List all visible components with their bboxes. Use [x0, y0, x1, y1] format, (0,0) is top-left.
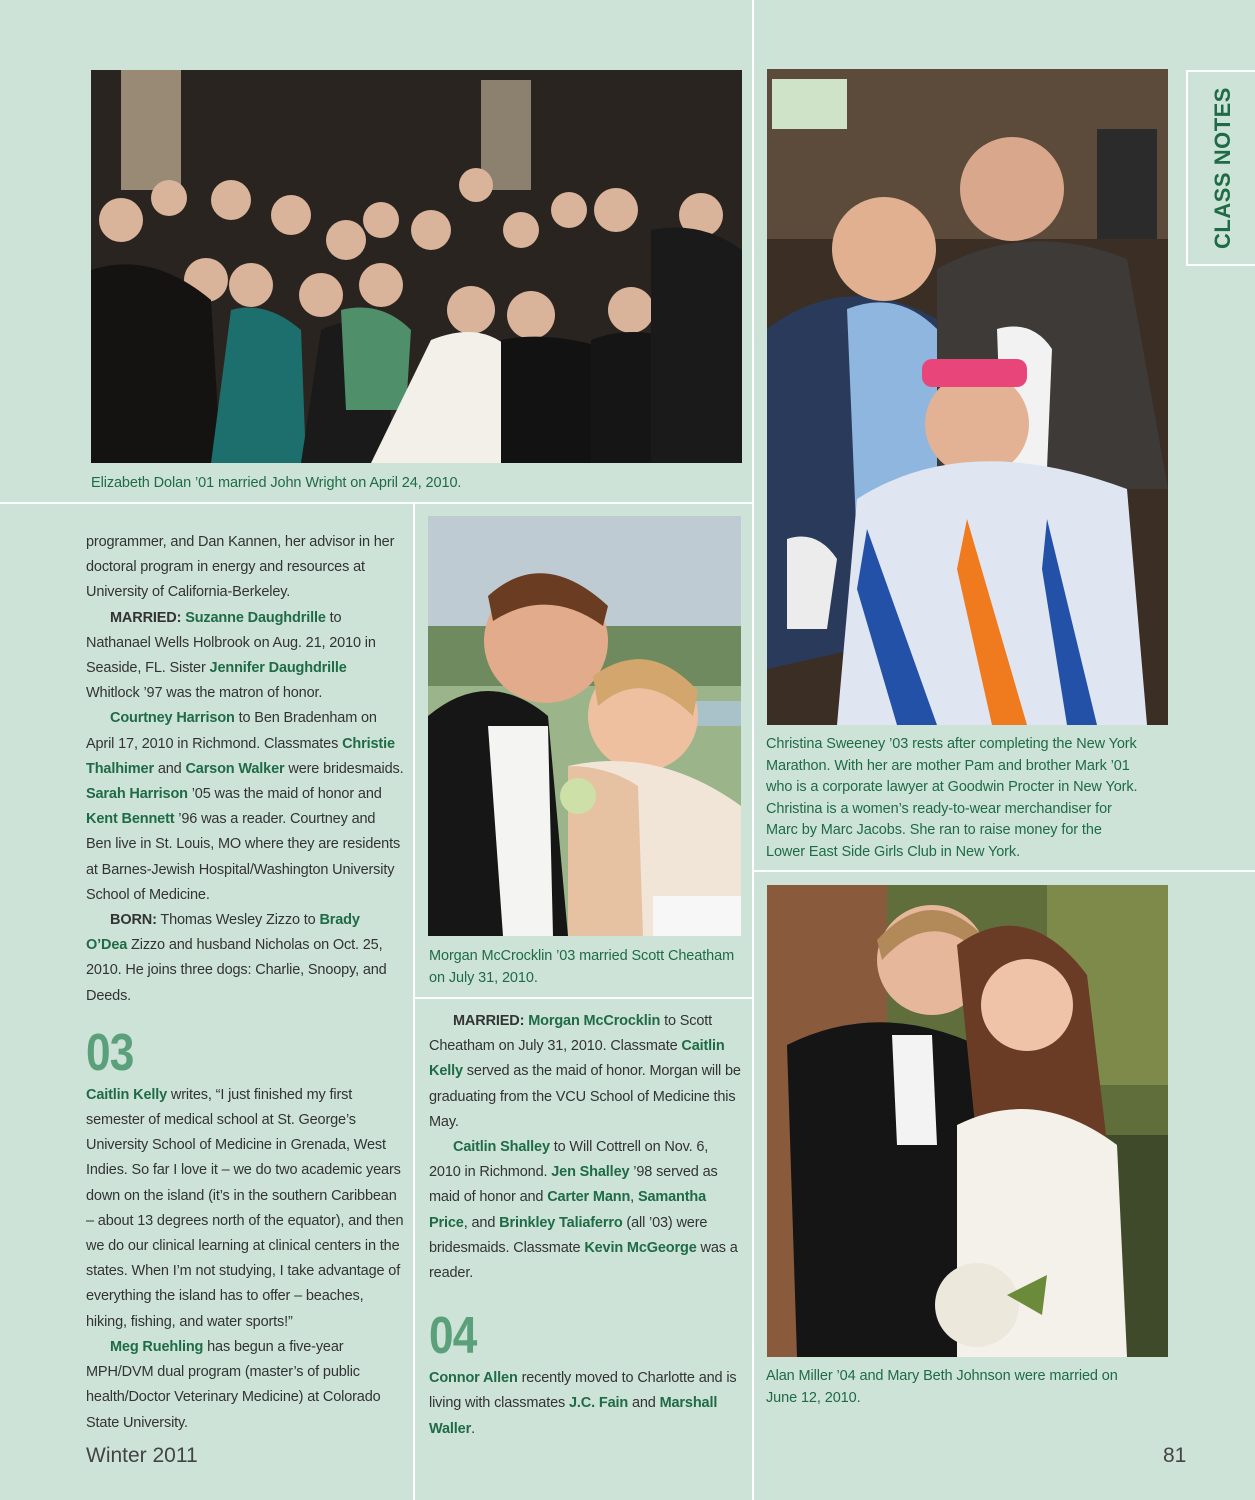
- classmate-name: Brady O’Dea: [86, 912, 360, 954]
- classmate-name: Courtney Harrison: [110, 710, 235, 727]
- miller-couple-photo: [767, 885, 1168, 1357]
- paragraph-allen: Connor Allen recently moved to Charlotte and is living with classmates J.C. Fain and Marshall Waller.: [429, 1370, 737, 1437]
- paragraph-ruehling: Meg Ruehling has begun a five-year MPH/DVM dual program (master’s of public health/Doctor Veterinary Medicine) at Colorado State University.: [86, 1338, 381, 1431]
- mccrocklin-couple-photo: [428, 516, 741, 936]
- classmate-name: Morgan McCrocklin: [528, 1013, 661, 1029]
- class-year-heading: 03: [86, 1023, 134, 1082]
- marathon-caption: Christina Sweeney ’03 rests after completing the New York Marathon. With her are mother Pam and brother Mark ’01 who is a corporate lawyer at Goodwin Procter in New York. Christina is a women’s ready-to-wear merchandiser for Marc by Marc Jacobs. She ran to raise money for the Lower East Side Girls Club in New York.: [766, 736, 1138, 860]
- paragraph-born-zizzo: BORN: Thomas Wesley Zizzo to Brady O’Dea Zizzo and husband Nicholas on Oct. 25, 2010. He joins three dogs: Charlie, Snoopy, and Deeds.: [86, 912, 387, 1004]
- classmate-name: Jennifer Daughdrille: [209, 660, 347, 677]
- classmate-name: Jen Shalley: [551, 1164, 630, 1181]
- paragraph-kelly: Caitlin Kelly writes, “I just finished my first semester of medical school at St. George’s University School of Medicine in Grenada, West Indies. So far I love it – we do two academic years down on the island (it’s in the southern Caribbean – about 13 degrees north of the equator), and then we do our clinical learning at clinical centers in the states. When I’m not studying, I take advantage of everything the island has to offer – beaches, hiking, fishing, and water sports!”: [86, 1086, 404, 1330]
- class-year-heading: 04: [429, 1307, 477, 1366]
- paragraph-married-mccrocklin: MARRIED: Morgan McCrocklin to Scott Cheatham on July 31, 2010. Classmate Caitlin Kelly served as the maid of honor. Morgan will be graduating from the VCU School of Medicine this May.: [429, 1013, 741, 1130]
- wedding-group-caption: Elizabeth Dolan ’01 married John Wright on April 24, 2010.: [91, 475, 462, 491]
- classmate-name: Carson Walker: [185, 760, 285, 777]
- paragraph-shalley: Caitlin Shalley to Will Cottrell on Nov. 6, 2010 in Richmond. Jen Shalley ’98 served as maid of honor and Carter Mann, Samantha Price, and Brinkley Taliaferro (all ’03) were bridesmaids. Classmate Kevin McGeorge was a reader.: [429, 1139, 738, 1282]
- classmate-name: Christie Thalhimer: [86, 735, 395, 777]
- classmate-name: Kevin McGeorge: [584, 1239, 697, 1256]
- classmate-name: Marshall Waller: [429, 1395, 718, 1437]
- marathon-photo: [767, 69, 1168, 725]
- classmate-name: Suzanne Daughdrille: [185, 609, 326, 626]
- paragraph-continued: programmer, and Dan Kannen, her advisor in her doctoral program in energy and resources at University of California-Berkeley.: [86, 534, 395, 601]
- paragraph-married-daughdrille: MARRIED: Suzanne Daughdrille to Nathanael Wells Holbrook on Aug. 21, 2010 in Seaside, FL. Sister Jennifer Daughdrille Whitlock ’97 was the matron of honor.: [86, 609, 376, 702]
- miller-caption: Alan Miller ’04 and Mary Beth Johnson were married on June 12, 2010.: [766, 1368, 1118, 1406]
- section-tab-label: CLASS NOTES: [1209, 87, 1235, 249]
- classmate-name: Meg Ruehling: [110, 1338, 204, 1355]
- classmate-name: Caitlin Kelly: [86, 1086, 168, 1103]
- page-number: 81: [1163, 1444, 1187, 1467]
- classmate-name: Brinkley Taliaferro: [499, 1214, 623, 1231]
- classmate-name: Connor Allen: [429, 1370, 518, 1387]
- classmate-name: Caitlin Kelly: [429, 1038, 725, 1080]
- mccrocklin-caption: Morgan McCrocklin ’03 married Scott Cheatham on July 31, 2010.: [429, 948, 735, 986]
- column-2-text: [429, 1009, 741, 1442]
- classmate-name: J.C. Fain: [569, 1395, 629, 1412]
- column-1-text: [86, 530, 404, 1436]
- section-tab: [1186, 70, 1255, 266]
- wedding-group-photo: [91, 70, 742, 463]
- paragraph-harrison: Courtney Harrison to Ben Bradenham on April 17, 2010 in Richmond. Classmates Christie Thalhimer and Carson Walker were bridesmaids. Sarah Harrison ’05 was the maid of honor and Kent Bennett ’96 was a reader. Courtney and Ben live in St. Louis, MO where they are residents at Barnes-Jewish Hospital/Washington University School of Medicine.: [86, 710, 404, 903]
- classmate-name: Carter Mann: [547, 1189, 631, 1206]
- classmate-name: Sarah Harrison: [86, 786, 188, 803]
- classmate-name: Kent Bennett: [86, 811, 175, 828]
- classmate-name: Samantha Price: [429, 1189, 707, 1231]
- issue-label: Winter 2011: [86, 1444, 198, 1467]
- classmate-name: Caitlin Shalley: [453, 1139, 550, 1156]
